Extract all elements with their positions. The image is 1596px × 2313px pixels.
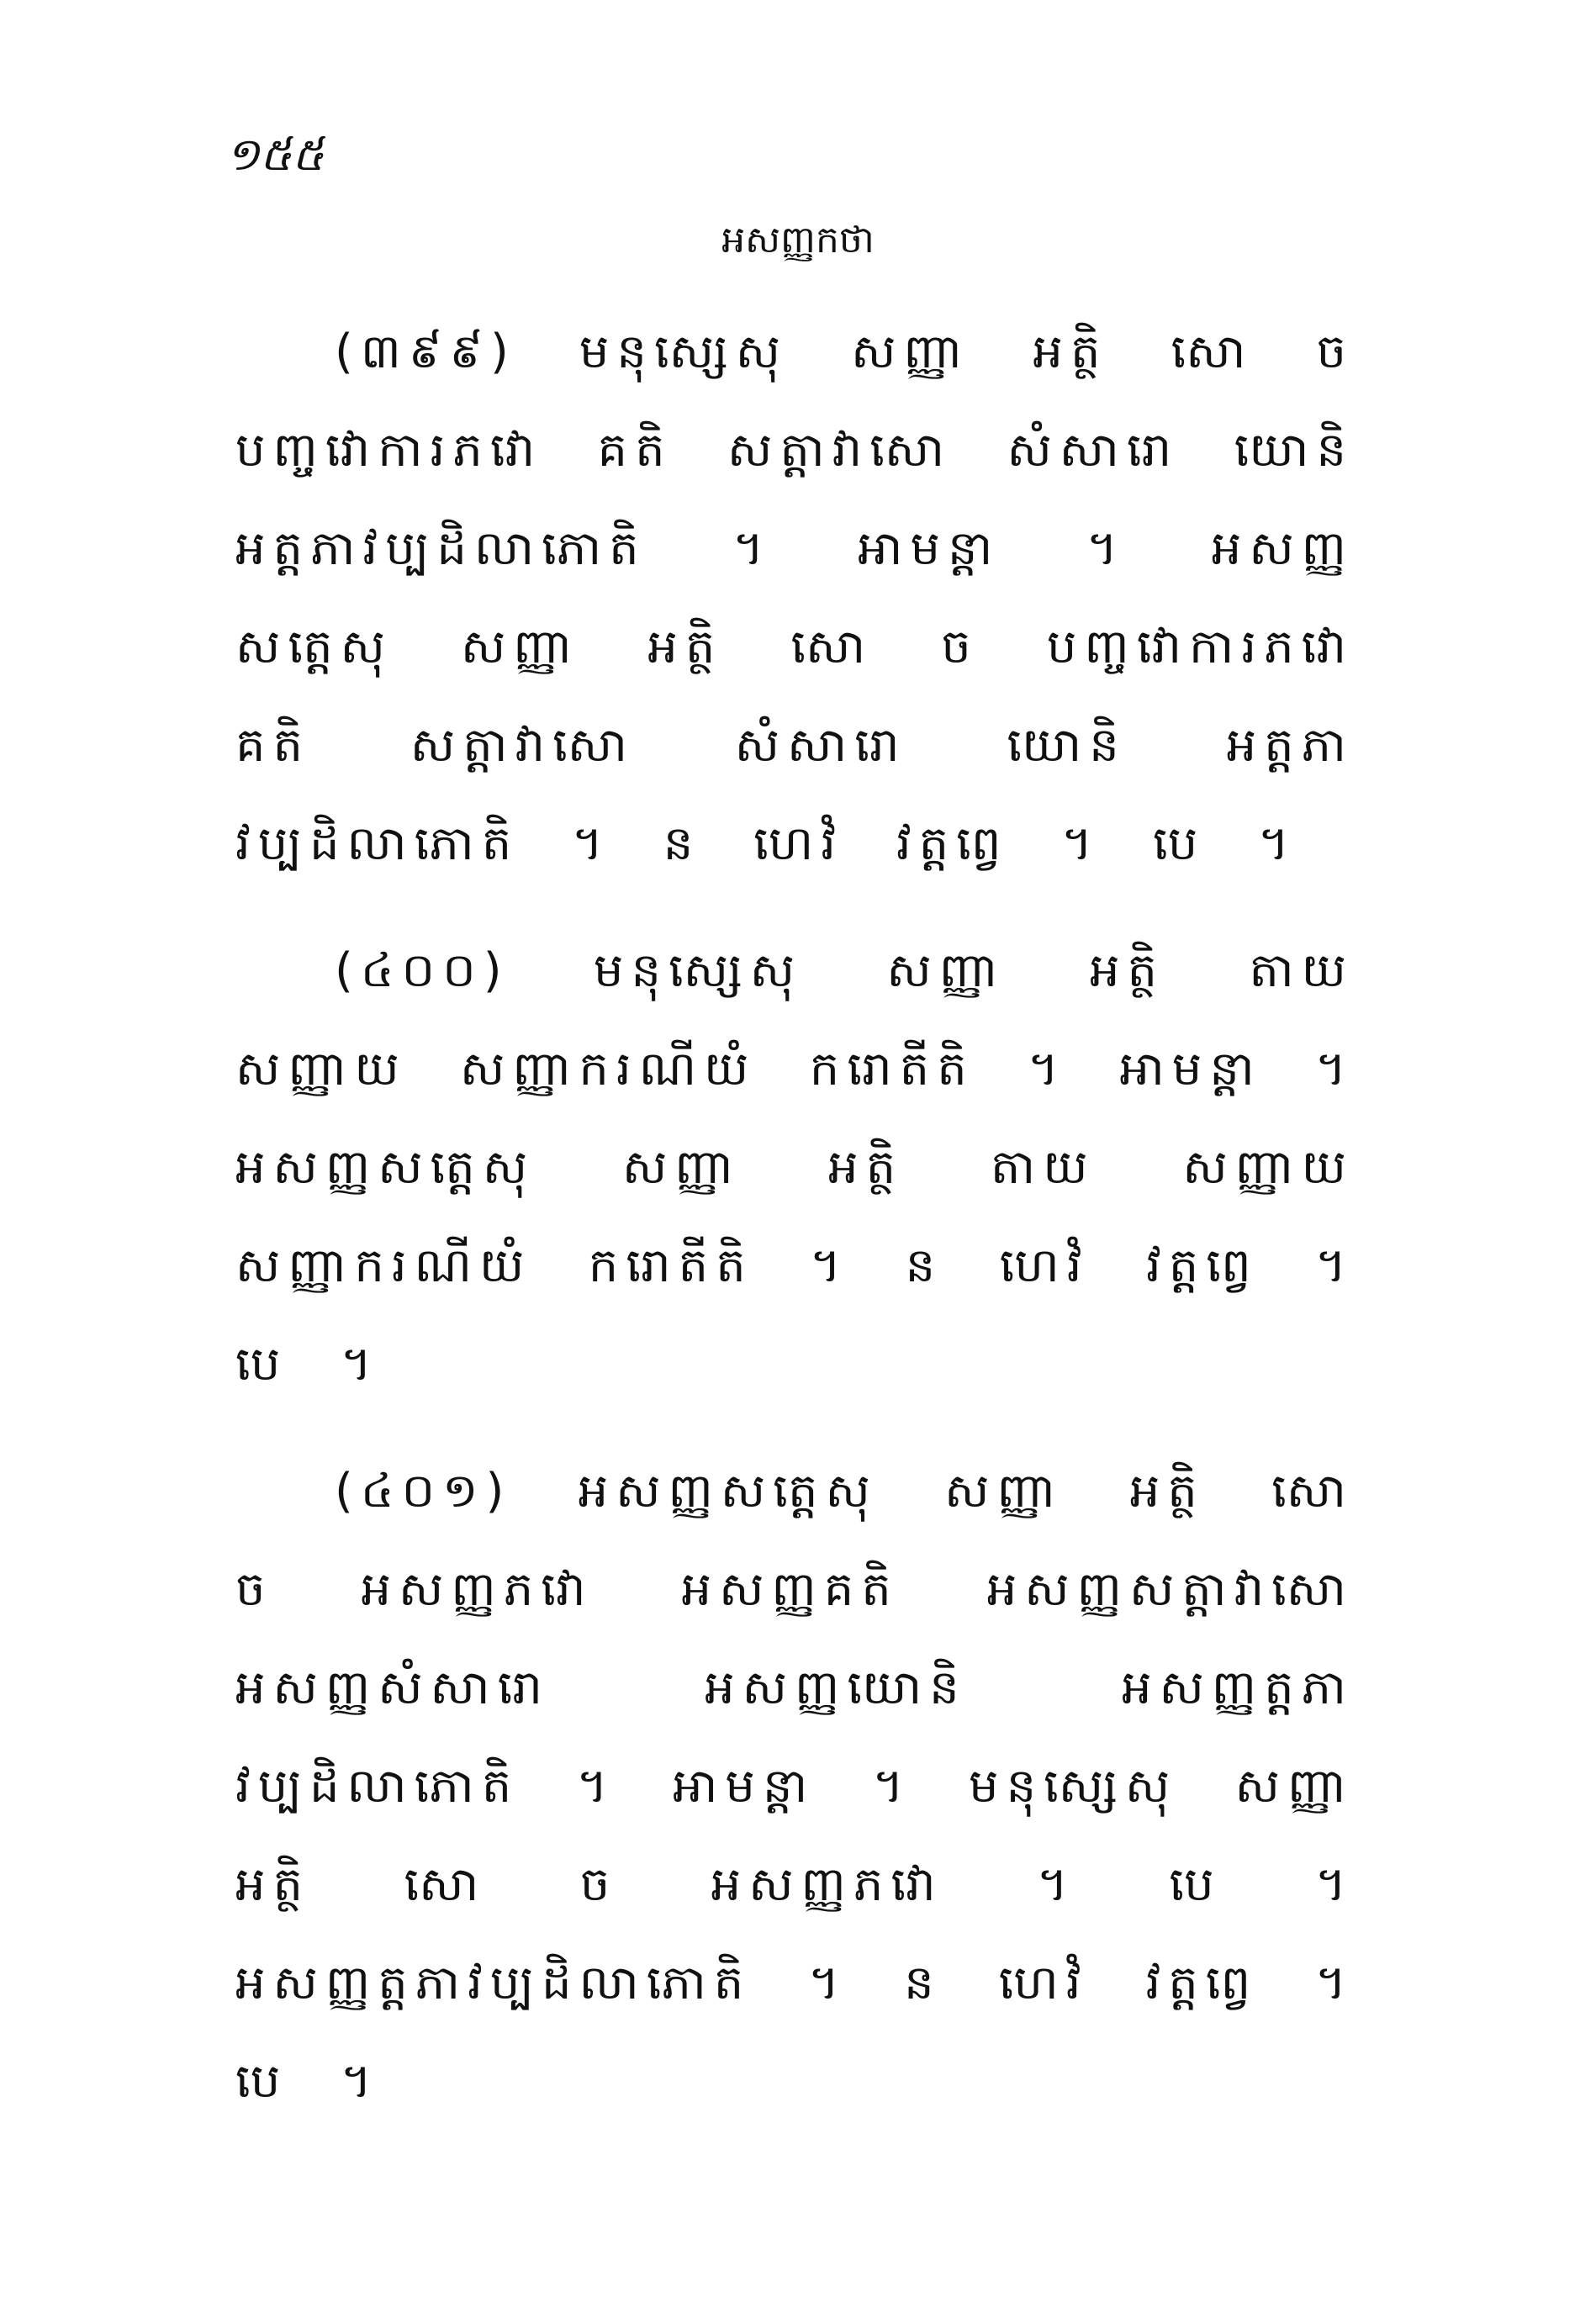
body-text bbox=[235, 303, 1354, 2159]
paragraph-400: (៤០០) មនុស្សេសុ សញ្ញា អត្ថិ តាយ សញ្ញាយ សញ្ញាករណីយំ ករោតីតិ ។ អាមន្តា ។ អសញ្ញសត្តេសុ សញ្ញា អត្ថិ តាយ សញ្ញាយ សញ្ញាករណីយំ ករោតីតិ ។ ន ហេវំ វត្តព្វេ ។ បេ ។ bbox=[235, 943, 1354, 1391]
page-number: ១៥៥ bbox=[225, 128, 325, 181]
page-title: អសញ្ញកថា bbox=[721, 219, 875, 261]
paragraph-401: (៤០១) អសញ្ញសត្តេសុ សញ្ញា អត្ថិ សោ ច អសញ្ញភវោ អសញ្ញគតិ អសញ្ញសត្តាវាសោ អសញ្ញសំសារោ អសញ្ញយោនិ អសញ្ញត្តភាវប្បដិលាភោតិ ។ អាមន្តា ។ មនុស្សេសុ សញ្ញា អត្ថិ សោ ច អសញ្ញភវោ ។ បេ ។ អសញ្ញត្តភាវប្បដិលាភោតិ ។ ន ហេវំ វត្តព្វេ ។ បេ ។ bbox=[235, 1464, 1354, 2109]
paragraph-399: (៣៩៩) មនុស្សេសុ សញ្ញា អត្ថិ សោ ច បញ្ចវោការភវោ គតិ សត្តាវាសោ សំសារោ យោនិ អត្តភាវប្បដិលាភោតិ ។ អាមន្តា ។ អសញ្ញសត្តេសុ សញ្ញា អត្ថិ សោ ច បញ្ចវោការភវោ គតិ សត្តាវាសោ សំសារោ យោនិ អត្តភាវប្បដិលាភោតិ ។ ន ហេវំ វត្តព្វេ ។ បេ ។ bbox=[235, 325, 1354, 871]
